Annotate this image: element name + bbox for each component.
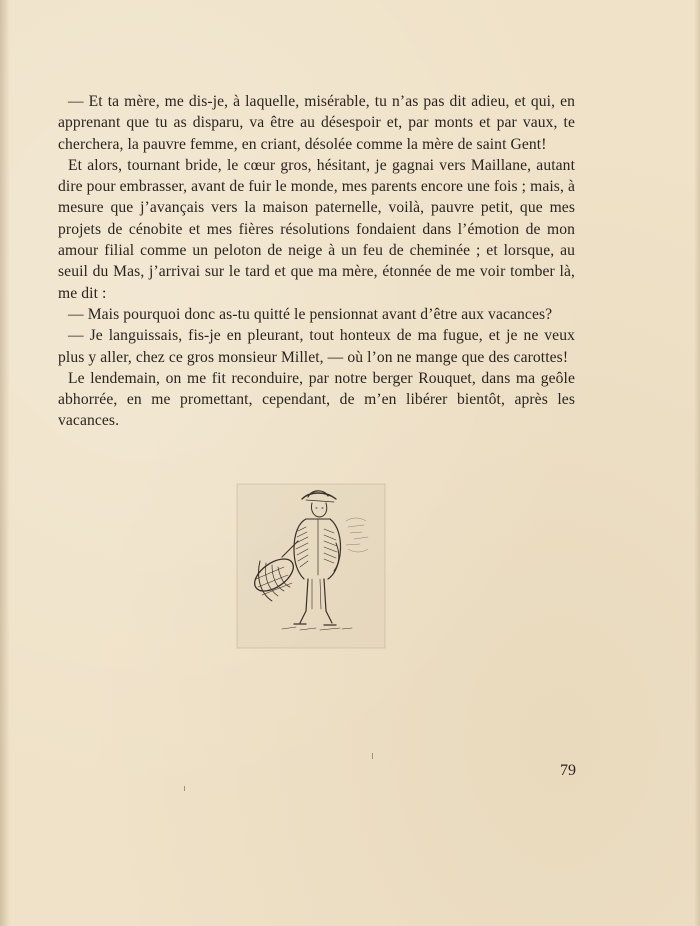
paper-speck xyxy=(372,753,373,759)
paragraph-4: — Je languissais, fis-je en pleurant, tout honteux de ma fugue, et je ne veux plus y aller, chez ce gros monsieur Millet, — où l’on ne mange que des carottes! xyxy=(58,327,575,366)
page-edge-shadow xyxy=(0,0,10,926)
shepherd-etching xyxy=(236,483,386,649)
paragraph-3: — Mais pourquoi donc as-tu quitté le pensionnat avant d’être aux vacances? xyxy=(68,305,553,323)
paragraph-5: Le lendemain, on me fit reconduire, par notre berger Rouquet, dans ma geôle abhorrée, en me promettant, cependant, de m’en libérer bientôt, après les vacances. xyxy=(58,369,575,430)
paragraph-1: — Et ta mère, me dis-je, à laquelle, misérable, tu n’as pas dit adieu, et qui, en apprenant que tu as disparu, va être au désespoir et, par monts et par vaux, te cherchera, la pauvre femme, en criant, désolée comme la mère de saint Gent! xyxy=(58,93,575,153)
paper-speck xyxy=(184,786,185,791)
paragraph-2: Et alors, tournant bride, le cœur gros, hésitant, je gagnai vers Maillane, autant dire pour embrasser, avant de fuir le monde, mes parents encore une fois ; mais, à mesure que j’avançais vers la maison paternelle, voilà, pauvre petit, que mes projets de cénobite et mes fières résolutions fondaient dans l’émotion de mon amour filial comme un peloton de neige à un feu de cheminée ; et lorsque, au seuil du Mas, j’arrivai sur le tard et que ma mère, étonnée de me voir tomber là, me dit : xyxy=(58,156,575,302)
page-edge-shadow-right xyxy=(694,0,700,926)
page-number: 79 xyxy=(560,762,576,779)
body-text xyxy=(58,91,575,432)
